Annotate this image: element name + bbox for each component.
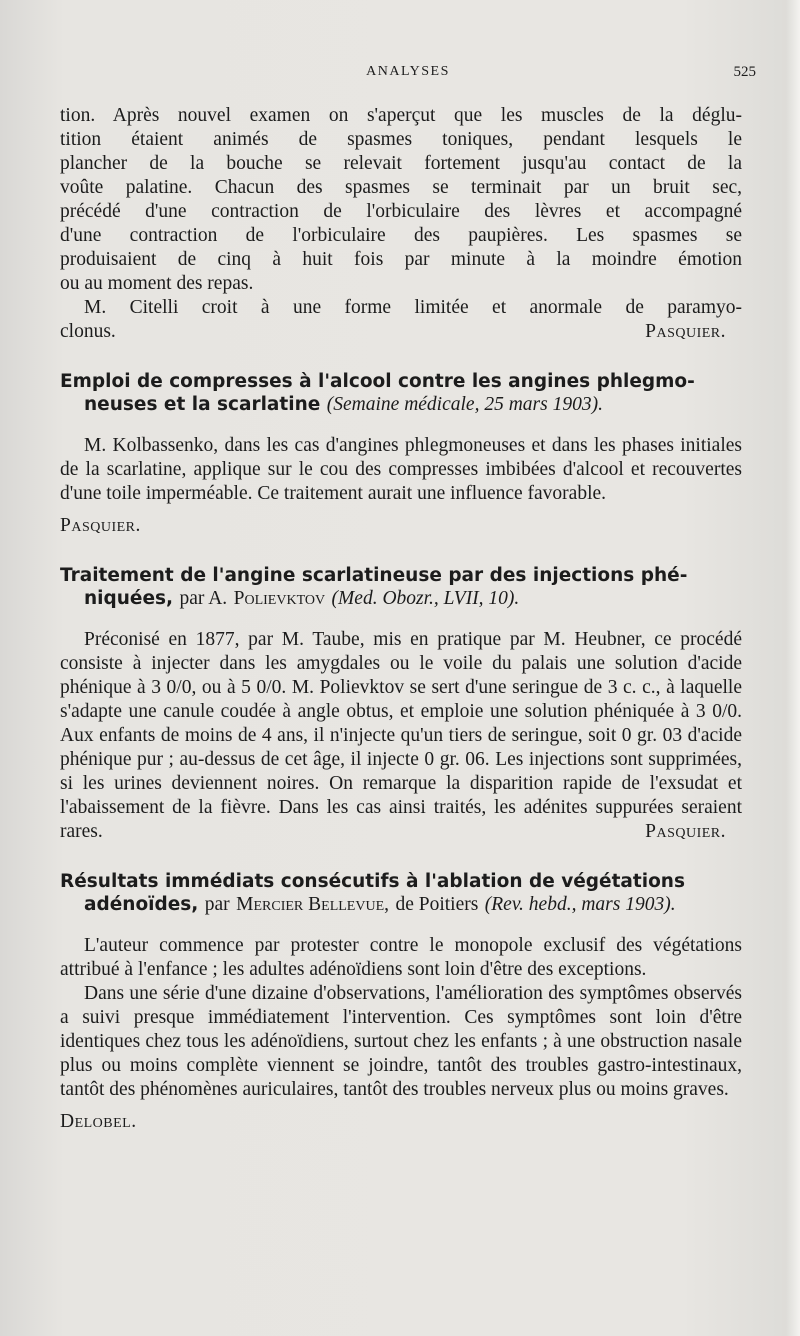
signature-delobel: Delobel.	[60, 1111, 137, 1132]
section1-line-7: produisaient de cinq à huit fois par minute à la moindre émotion	[60, 249, 742, 270]
section1-line-4: voûte palatine. Chacun des spasmes se terminait par un bruit sec,	[60, 177, 742, 198]
section1-line-3: plancher de la bouche se relevait fortement jusqu'au contact de la	[60, 153, 742, 174]
section4-heading-author: Mercier Bellevue,	[236, 894, 389, 915]
section1-line-8: ou au moment des repas.	[60, 273, 254, 294]
section4-heading-bold-2: adénoïdes,	[84, 894, 199, 915]
section3-heading	[60, 564, 742, 610]
section1-line-6: d'une contraction de l'orbiculaire des paupières. Les spasmes se	[60, 225, 742, 246]
section1-line-2: tition étaient animés de spasmes toniques, pendant lesquels le	[60, 129, 742, 150]
section3-heading-author: Polievktov	[233, 588, 326, 609]
signature-pasquier-3: Pasquier.	[645, 821, 726, 842]
section4-para1: L'auteur commence par protester contre le monopole exclusif des végétations attribué à l'enfance ; les adultes adénoïdiens sont loin d'être des exceptions.	[60, 935, 742, 980]
section3-body: Préconisé en 1877, par M. Taube, mis en pratique par M. Heubner, ce procédé consiste à injecter dans les amygdales ou le voile du palais une solution d'acide phénique à 3 0/0, ou à 5 0/0. M. Polievktov se sert d'une seringue de 3 c. c., à laquelle s'adapte une canule coudée à angle obtus, et emploie une solution phéniquée à 3 0/0. Aux enfants de moins de 4 ans, il n'injecte qu'un tiers de seringue, soit 0 gr. 03 d'acide phénique pur ; au-dessus de cet âge, il injecte 0 gr. 06. Les injections sont supprimées, si les urines deviennent noires. On remarque la disparition rapide de l'exsudat et l'abaissement de la fièvre. Dans les cas ainsi traités, les adénites suppurées seraient	[60, 629, 742, 818]
section2-heading-source: (Semaine médicale, 25 mars 1903).	[326, 394, 603, 415]
section1-closing-line	[60, 320, 742, 344]
section1-para2-line1: M. Citelli croit à une forme limitée et anormale de paramyo-	[84, 297, 742, 318]
section1-para2-line2: clonus.	[60, 321, 116, 342]
section2-heading-bold-1: Emploi de compresses à l'alcool contre les angines phlegmo-	[60, 371, 695, 392]
page-edge	[786, 0, 800, 1336]
section4-heading-de: de Poitiers	[395, 894, 479, 915]
section2-heading-bold-2: neuses et la scarlatine	[84, 394, 321, 415]
section4-para2: Dans une série d'une dizaine d'observations, l'amélioration des symptômes observés a suivi presque immédiatement l'intervention. Ces symptômes sont loin d'être identiques chez tous les adénoïdiens, surtout chez les enfants ; à une obstruction nasale plus ou moins complète viennent se joindre, tantôt des troubles gastro-intestinaux, tantôt des phénomènes auriculaires, tantôt des troubles nerveux plus ou moins graves.	[60, 983, 742, 1100]
section4-heading-bold-1: Résultats immédiats consécutifs à l'ablation de végétations	[60, 871, 685, 892]
article-body	[60, 104, 742, 1134]
page-number: 525	[733, 64, 756, 80]
section2-heading	[60, 370, 742, 416]
section1-line-5: précédé d'une contraction de l'orbiculaire des lèvres et accompagné	[60, 201, 742, 222]
section3-heading-bold-1: Traitement de l'angine scarlatineuse par des injections phé-	[60, 565, 688, 586]
section4-heading-source: (Rev. hebd., mars 1903).	[484, 894, 676, 915]
running-head-title: ANALYSES	[366, 64, 450, 79]
section3-heading-bold-2: niquées,	[84, 588, 174, 609]
signature-pasquier-2: Pasquier.	[60, 515, 141, 536]
running-head	[60, 64, 756, 86]
section3-heading-source: (Med. Obozr., LVII, 10).	[331, 588, 520, 609]
section1-line-1: tion. Après nouvel examen on s'aperçut que les muscles de la déglu-	[60, 105, 742, 126]
section3-heading-par: par A.	[179, 588, 228, 609]
section3-last-line: rares.	[60, 821, 103, 842]
section4-heading	[60, 870, 742, 916]
section2-body: M. Kolbassenko, dans les cas d'angines phlegmoneuses et dans les phases initiales de la scarlatine, applique sur le cou des compresses imbibées d'alcool et recouvertes d'une toile imperméable. Ce traitement aurait une influence favorable.	[60, 435, 742, 504]
section4-heading-par: par	[204, 894, 230, 915]
signature-pasquier-1: Pasquier.	[645, 321, 726, 342]
section3-closing-line	[60, 820, 742, 844]
